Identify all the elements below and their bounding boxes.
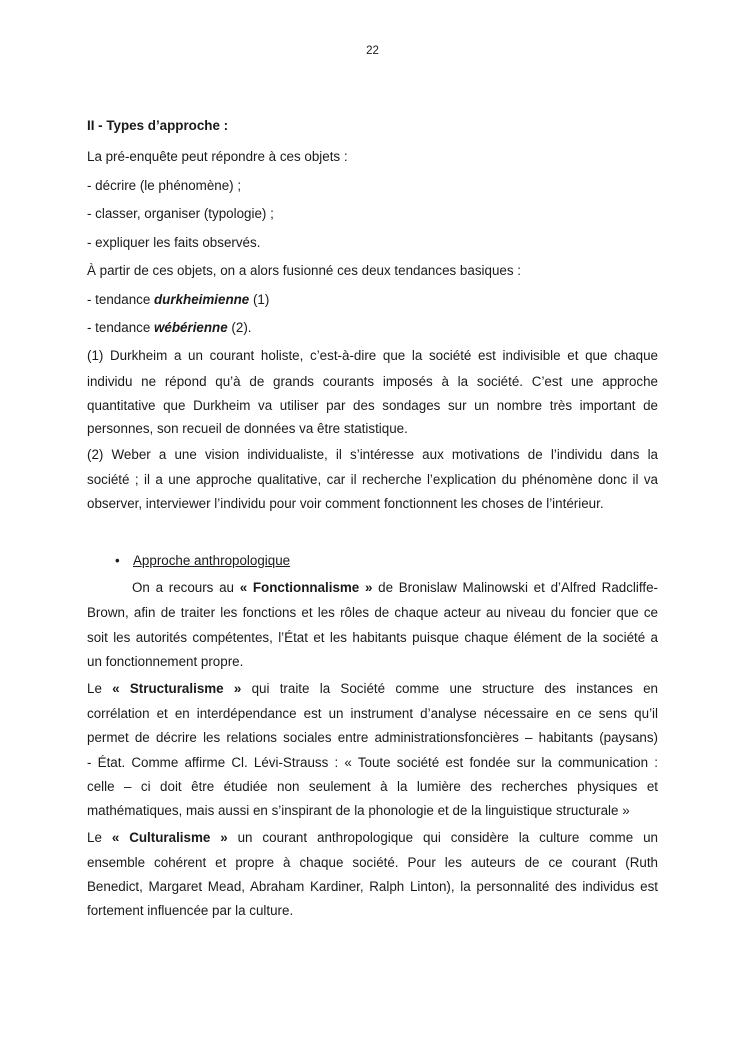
intro-text: La pré-enquête peut répondre à ces objets : — [87, 149, 348, 164]
struct-term: « Structuralisme » — [112, 681, 242, 696]
structuralisme-line: celle – ci doit être étudiée non seulement à la lumière des recherches physiques et — [87, 779, 658, 794]
section-heading: II - Types d’approche : — [87, 118, 229, 133]
culturalisme-line: ensemble cohérent et propre à chaque société. Pour les auteurs de ce courant (Ruth — [87, 855, 658, 870]
anthropo-bullet-item — [115, 553, 290, 568]
fonct-end: de Bronislaw Malinowski et d’Alfred Radcliffe- — [372, 580, 658, 595]
fonct-term: « Fonctionnalisme » — [239, 580, 373, 595]
culturalisme-line: Benedict, Margaret Mead, Abraham Kardiner, Ralph Linton), la personnalité des individus est — [87, 879, 658, 894]
tendance-suffix: (2). — [227, 320, 252, 335]
objects-item: - expliquer les faits observés. — [87, 235, 261, 250]
fusion-text: À partir de ces objets, on a alors fusionné ces deux tendances basiques : — [87, 263, 521, 278]
structuralisme-line — [87, 681, 658, 696]
cult-end: un courant anthropologique qui considère la culture comme un — [227, 830, 658, 845]
culturalisme-line: fortement influencée par la culture. — [87, 903, 294, 918]
structuralisme-line: mathématiques, mais aussi en s’inspirant de la phonologie et de la linguistique structurale » — [87, 803, 630, 818]
fonct-start: On a recours au — [132, 580, 240, 595]
structuralisme-line: corrélation et en interdépendance est un instrument d’analyse nécessaire en ce sens qu’il — [87, 706, 658, 721]
objects-item: - classer, organiser (typologie) ; — [87, 206, 274, 221]
durkheim-paragraph-line: individu ne répond qu’à de grands courants imposés à la société. C’est une approche — [87, 374, 658, 389]
struct-prefix: Le — [87, 681, 113, 696]
weber-paragraph-line: observer, interviewer l’individu pour voir comment fonctionnent les choses de l’intérieur. — [87, 496, 604, 511]
durkheim-paragraph-line: quantitative que Durkheim va utiliser par des sondages sur un nombre très important de — [87, 398, 658, 413]
tendance-term: durkheimienne — [154, 292, 250, 307]
weber-paragraph-line: société ; il a une approche qualitative, car il recherche l’explication du phénomène donc il va — [87, 472, 658, 487]
durkheim-paragraph-line: (1) Durkheim a un courant holiste, c’est-à-dire que la société est indivisible et que chaque — [87, 348, 658, 363]
fonctionnalisme-line: soit les autorités compétentes, l’État et les habitants puisque chaque élément de la société a — [87, 630, 658, 645]
cult-prefix: Le — [87, 830, 112, 845]
weber-paragraph-line: (2) Weber a une vision individualiste, il s’intéresse aux motivations de l’individu dans la — [87, 447, 658, 462]
page-number: 22 — [366, 45, 379, 57]
fonctionnalisme-line — [87, 580, 658, 595]
structuralisme-line: permet de décrire les relations sociales entre administrationsfoncières – habitants (paysans) — [87, 730, 658, 745]
tendance-term: wébérienne — [154, 320, 228, 335]
durkheim-paragraph-line: personnes, son recueil de données va être statistique. — [87, 421, 408, 436]
anthropo-title: Approche anthropologique — [133, 553, 291, 568]
fonctionnalisme-line: Brown, afin de traiter les fonctions et les rôles de chaque acteur au niveau du foncier que ce — [87, 605, 658, 620]
bullet-icon: • — [115, 553, 120, 568]
structuralisme-line: - État. Comme affirme Cl. Lévi-Strauss : « Toute société est fondée sur la communication : — [87, 755, 658, 770]
struct-end: qui traite la Société comme une structure des instances en — [241, 681, 658, 696]
objects-item: - décrire (le phénomène) ; — [87, 178, 242, 193]
culturalisme-line — [87, 830, 658, 845]
tendance-durkheimienne — [87, 292, 658, 307]
tendance-prefix: - tendance — [87, 292, 154, 307]
cult-term: « Culturalisme » — [111, 830, 228, 845]
tendance-prefix: - tendance — [87, 320, 154, 335]
tendance-suffix: (1) — [249, 292, 270, 307]
fonctionnalisme-line: un fonctionnement propre. — [87, 654, 244, 669]
tendance-weberienne — [87, 320, 658, 335]
